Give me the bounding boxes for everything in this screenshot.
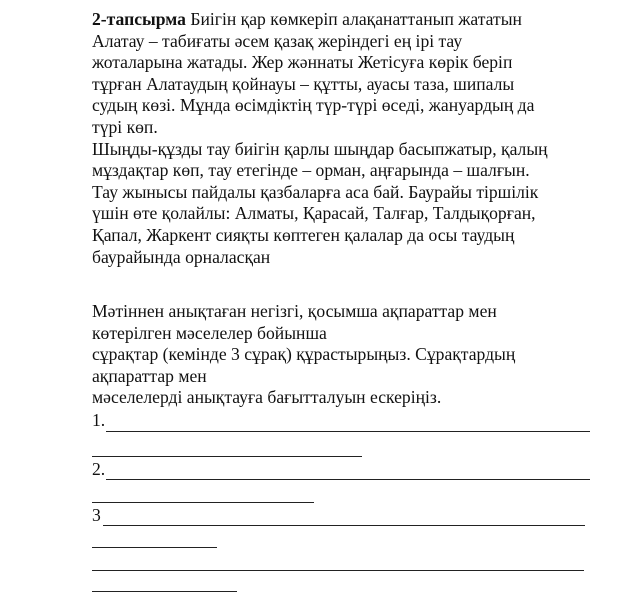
task-text-line: Тау жынысы пайдалы қазбаларға аса бай. Баурайы тіршілік — [92, 181, 539, 202]
task-text-first: Биігін қар көмкеріп алақанаттанып жататын — [185, 9, 522, 29]
instruction-line: ақпараттар мен — [92, 365, 207, 386]
answer-number-1: 1. — [92, 410, 106, 430]
task-text-line: Қапал, Жаркент сияқты көптеген қалалар да осы таудың — [92, 224, 515, 245]
answer-3-line-c[interactable] — [92, 570, 584, 571]
instruction-paragraph — [92, 301, 592, 409]
instruction-line: мәселелерді анықтауға бағытталуын ескеріңіз. — [92, 387, 442, 408]
answer-number-3: 3 — [92, 505, 101, 525]
task-paragraph — [92, 9, 592, 268]
instruction-line: Мәтіннен анықтаған негізгі, қосымша ақпараттар мен — [92, 301, 497, 321]
instruction-line: сұрақтар (кемінде 3 сұрақ) құрастырыңыз. Сұрақтардың — [92, 344, 516, 365]
task-text-line: судың көзі. Мұнда өсімдіктің түр-түрі өседі, жануардың да — [92, 95, 535, 116]
task-text-line: мұздақтар көп, тау етегінде – орман, аңғарында – шалғын. — [92, 160, 530, 181]
answer-3-line-b[interactable] — [92, 547, 217, 548]
answer-3-line-a[interactable] — [103, 525, 585, 526]
task-text-line: түрі көп. — [92, 116, 158, 137]
answer-1-line-a[interactable] — [106, 431, 590, 432]
answer-number-2: 2. — [92, 459, 106, 479]
answer-1-line-b[interactable] — [92, 456, 362, 457]
answer-2-line-b[interactable] — [92, 502, 314, 503]
task-text-line: Шыңды-құзды тау биігін қарлы шыңдар басыпжатыр, қалың — [92, 138, 548, 159]
answer-3-line-d[interactable] — [92, 591, 237, 592]
task-text-line: Алатау – табиғаты әсем қазақ жеріндегі ең ірі тау — [92, 30, 463, 51]
task-label: 2-тапсырма — [92, 9, 186, 29]
instruction-line: көтерілген мәселелер бойынша — [92, 322, 327, 343]
task-text-line: жоталарына жатады. Жер жәннаты Жетісуға көрік беріп — [92, 52, 513, 73]
task-text-line: үшін өте қолайлы: Алматы, Қарасай, Талғар, Талдықорған, — [92, 203, 536, 224]
task-first-line — [92, 9, 592, 31]
task-text-line: баурайында орналасқан — [92, 246, 271, 267]
answer-2-line-a[interactable] — [106, 479, 590, 480]
task-text-line: тұрған Алатаудың қойнауы – құтты, ауасы таза, шипалы — [92, 73, 515, 94]
